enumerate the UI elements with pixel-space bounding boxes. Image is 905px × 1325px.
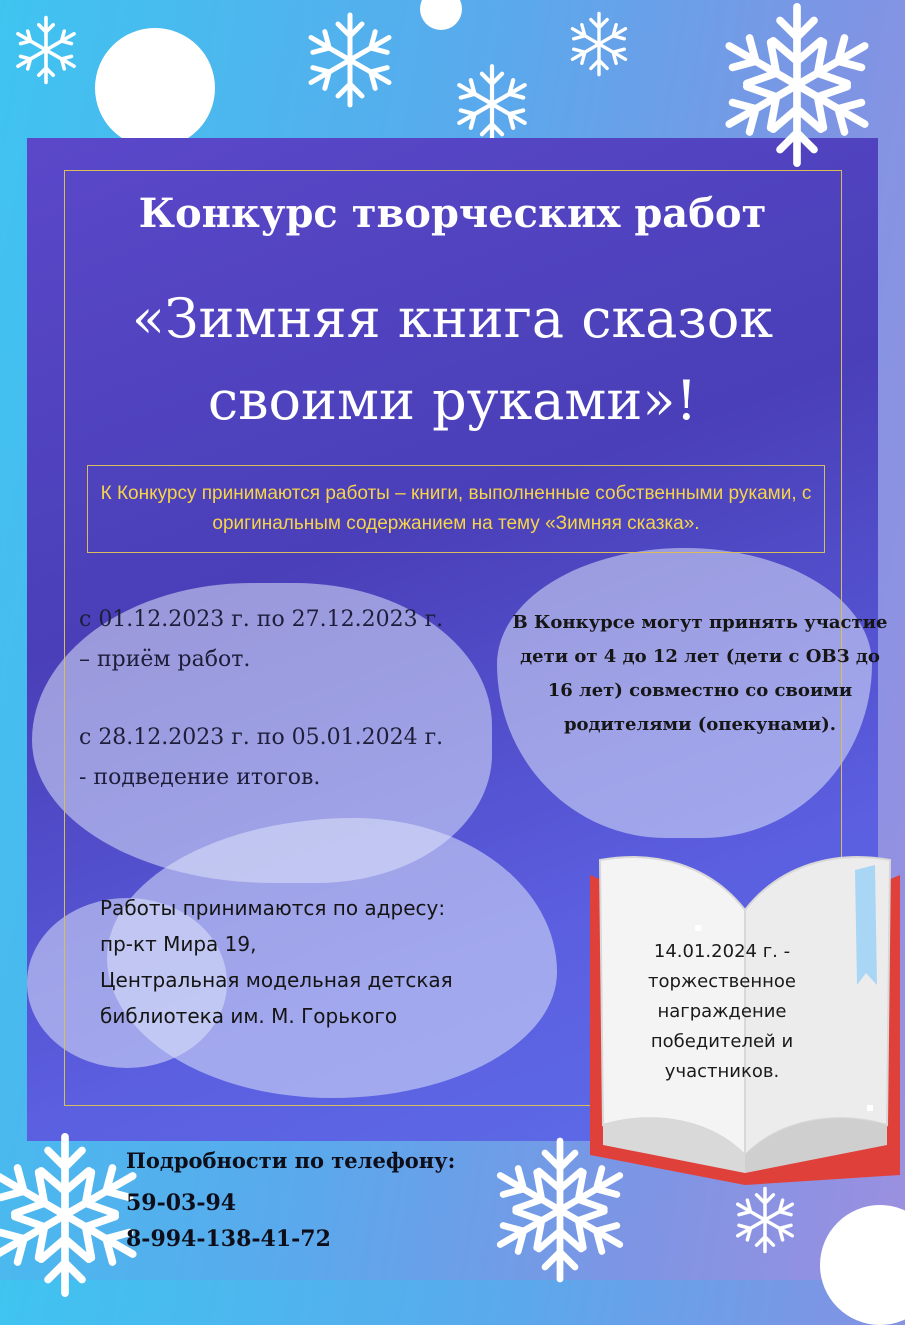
- schedule: [79, 600, 499, 836]
- phone-number: 8-994-138-41-72: [126, 1226, 331, 1252]
- snowflake-icon: [300, 10, 400, 110]
- snowflake-icon: [565, 10, 633, 78]
- schedule-desc: – приём работ.: [79, 647, 251, 672]
- decor-circle: [95, 28, 215, 148]
- snowflake-icon: [450, 62, 534, 146]
- contest-name-line: своими руками»!: [207, 369, 698, 432]
- schedule-desc: - подведение итогов.: [79, 765, 321, 790]
- snowflake-icon: [485, 1135, 635, 1285]
- age-info: В Конкурсе могут принять участие дети от 4 до 12 лет (дети с ОВЗ до 16 лет) совместно со своими родителями (опекунами).: [512, 612, 888, 735]
- decor-circle: [420, 0, 462, 30]
- schedule-item: [79, 600, 499, 680]
- decor-circle: [820, 1205, 905, 1325]
- contest-name: [27, 278, 878, 442]
- schedule-item: [79, 718, 499, 798]
- address-line: библиотека им. М. Горького: [100, 1004, 398, 1028]
- snowflake-icon: [712, 0, 882, 170]
- address-line: Центральная модельная детская: [100, 968, 453, 992]
- rules-note: К Конкурсу принимаются работы – книги, выполненные собственными руками, с оригинальным содержанием на тему «Зимняя сказка».: [87, 465, 825, 553]
- schedule-dates: с 28.12.2023 г. по 05.01.2024 г.: [79, 725, 444, 750]
- phone-number: 59-03-94: [126, 1190, 237, 1216]
- contest-name-line: «Зимняя книга сказок: [131, 287, 774, 350]
- address-block: [100, 890, 570, 1034]
- contacts-title: Подробности по телефону:: [126, 1148, 456, 1173]
- snowflake-icon: [730, 1185, 800, 1255]
- snowflake-icon: [10, 14, 82, 86]
- address-line: Работы принимаются по адресу:: [100, 896, 446, 920]
- address-line: пр-кт Мира 19,: [100, 932, 257, 956]
- schedule-dates: с 01.12.2023 г. по 27.12.2023 г.: [79, 607, 444, 632]
- award-info: 14.01.2024 г. - торжественное награждение победителей и участников.: [648, 941, 796, 1082]
- page-title: Конкурс творческих работ: [138, 190, 767, 237]
